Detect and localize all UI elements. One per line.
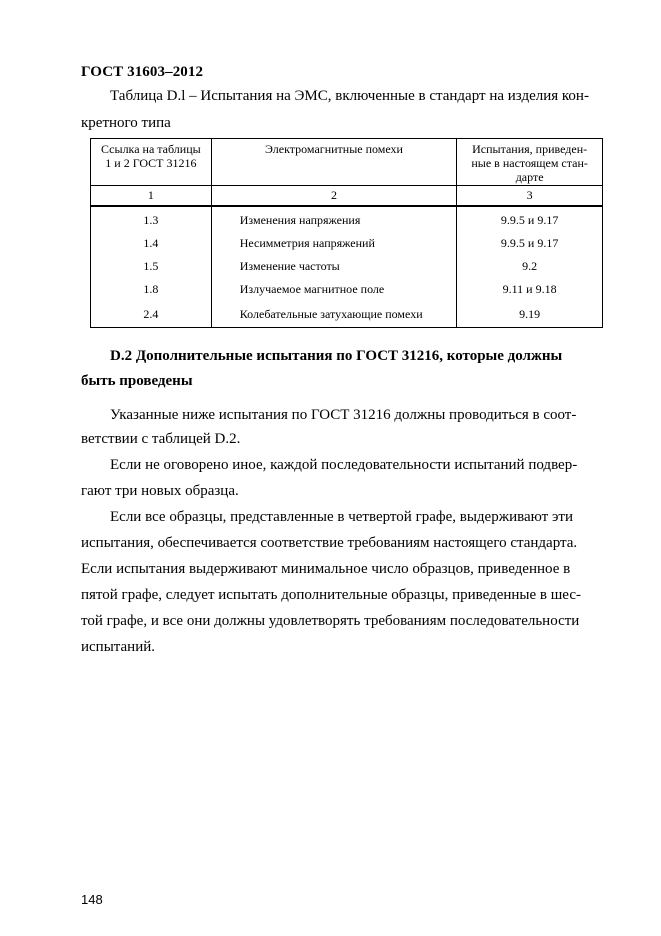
table-header-row: [91, 139, 603, 186]
header-text: дарте: [515, 170, 544, 184]
section-heading-line-2: быть проведены: [81, 373, 193, 389]
table-row: [91, 206, 603, 232]
reference-cell: 1.4: [91, 232, 212, 255]
test-clause-cell: 9.11 и 9.18: [457, 278, 603, 301]
test-clause-cell: 9.2: [457, 255, 603, 278]
page-header: ГОСТ 31603–2012: [81, 64, 204, 80]
body-line: той графе, и все они должны удовлетворять требованиям последовательности: [81, 613, 580, 629]
interference-cell: Изменение частоты: [211, 255, 457, 278]
interference-cell: Изменения напряжения: [211, 206, 457, 232]
header-cell-reference: [91, 139, 212, 186]
interference-cell: Несимметрия напряжений: [211, 232, 457, 255]
body-line: Если испытания выдерживают минимальное число образцов, приведенное в: [81, 561, 571, 577]
reference-cell: 1.8: [91, 278, 212, 301]
column-number: 3: [457, 186, 603, 207]
header-text: 1 и 2 ГОСТ 31216: [105, 156, 197, 170]
header-text: Электромагнитные помехи: [265, 142, 403, 156]
table-row: [91, 278, 603, 301]
column-number: 1: [91, 186, 212, 207]
interference-cell: Колебательные затухающие помехи: [211, 301, 457, 328]
section-heading-line-1: D.2 Дополнительные испытания по ГОСТ 31216, которые должны: [110, 348, 563, 364]
page-number: 148: [81, 892, 103, 907]
table-caption-line-1: Таблица D.l – Испытания на ЭМС, включенные в стандарт на изделия кон-: [110, 88, 589, 104]
body-line: испытаний.: [81, 639, 156, 655]
body-line: гают три новых образца.: [81, 483, 239, 499]
test-clause-cell: 9.9.5 и 9.17: [457, 232, 603, 255]
reference-cell: 1.5: [91, 255, 212, 278]
body-line: испытания, обеспечивается соответствие требованиям настоящего стандарта.: [81, 535, 578, 551]
body-line: Указанные ниже испытания по ГОСТ 31216 должны проводиться в соот-: [110, 407, 577, 423]
table-row: [91, 255, 603, 278]
test-clause-cell: 9.19: [457, 301, 603, 328]
column-number-row: [91, 186, 603, 207]
interference-cell: Излучаемое магнитное поле: [211, 278, 457, 301]
reference-cell: 1.3: [91, 206, 212, 232]
body-line: Если все образцы, представленные в четвертой графе, выдерживают эти: [110, 509, 573, 525]
header-cell-tests: [457, 139, 603, 186]
table-caption-line-2: кретного типа: [81, 115, 171, 131]
test-clause-cell: 9.9.5 и 9.17: [457, 206, 603, 232]
header-text: Ссылка на таблицы: [101, 142, 201, 156]
table-row: [91, 232, 603, 255]
header-text: Испытания, приведен-: [472, 142, 588, 156]
column-number: 2: [211, 186, 457, 207]
emc-tests-table: [90, 138, 603, 328]
header-cell-interference: [211, 139, 457, 186]
body-line: ветствии с таблицей D.2.: [81, 431, 241, 447]
table-row: [91, 301, 603, 328]
reference-cell: 2.4: [91, 301, 212, 328]
header-text: ные в настоящем стан-: [471, 156, 588, 170]
body-line: пятой графе, следует испытать дополнительные образцы, приведенные в шес-: [81, 587, 581, 603]
body-line: Если не оговорено иное, каждой последовательности испытаний подвер-: [110, 457, 578, 473]
